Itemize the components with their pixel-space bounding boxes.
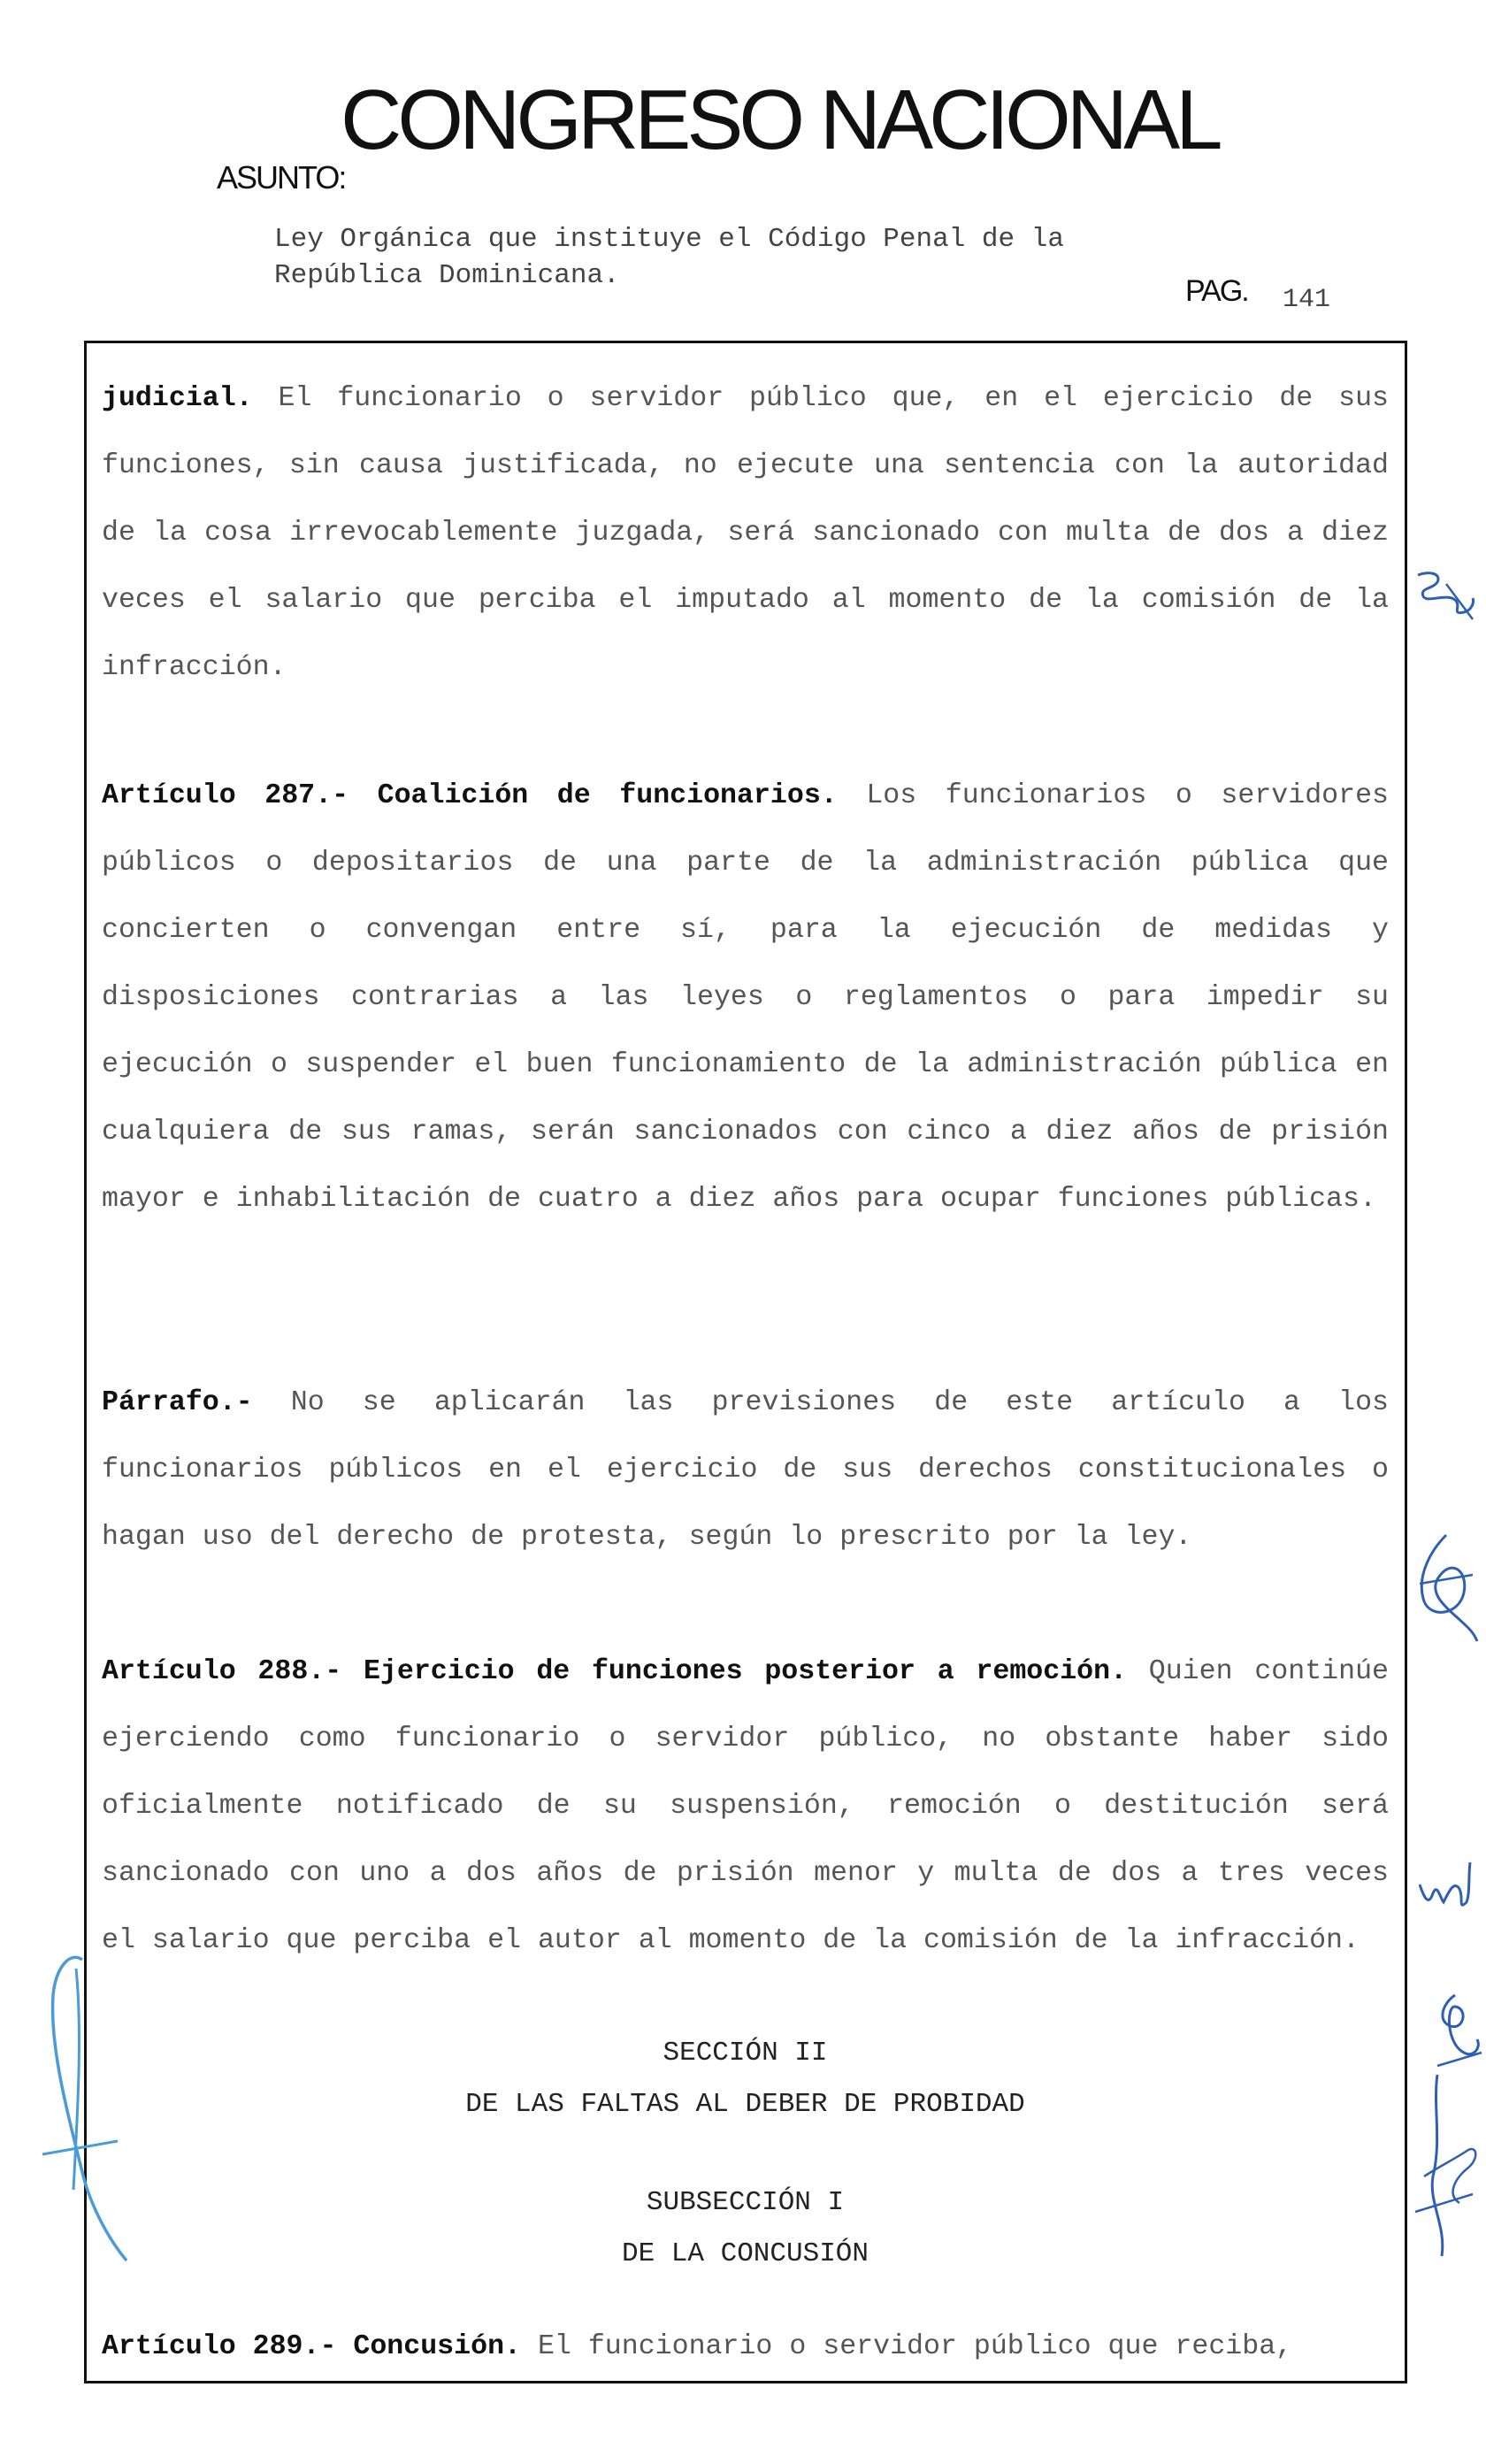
article-289 <box>102 2322 1389 2372</box>
subject-line: República Dominicana. <box>274 260 620 291</box>
handwritten-initials <box>1415 1858 1486 1929</box>
handwritten-initials <box>1406 2070 1486 2265</box>
subject-text <box>274 221 1064 294</box>
paragraph-heading: Párrafo.- <box>102 1387 253 1418</box>
article-288 <box>102 1639 1389 1975</box>
subject-line: Ley Orgánica que instituye el Código Penal de la <box>274 224 1064 255</box>
handwritten-initials <box>1411 566 1482 628</box>
paragraph-continuation <box>102 365 1389 702</box>
subsection-title: SUBSECCIÓN I <box>646 2187 845 2218</box>
handwritten-initials <box>1420 1991 1486 2079</box>
article-heading: Artículo 289.- Concusión. <box>102 2331 521 2362</box>
section-title: SECCIÓN II <box>663 2038 828 2069</box>
page-number: 141 <box>1283 285 1331 315</box>
subsection-name: DE LA CONCUSIÓN <box>621 2238 869 2269</box>
page-label: PAG. <box>1185 274 1248 308</box>
handwritten-signature <box>34 1942 149 2278</box>
article-text: Quien continúe ejerciendo como funcionario o servidor público, no obstante haber sido oficialmente notificado de su suspensión, remoción o destitución será sancionado con uno a dos años de prisión menor y multa de dos a tres veces el salario que perciba el autor al momento de la comisión de la infracción. <box>102 1656 1389 1956</box>
paragraph-text: No se aplicarán las previsiones de este artículo a los funcionarios públicos en el ejercicio de sus derechos constitucionales o hagan uso del derecho de protesta, según lo prescrito por la ley. <box>102 1387 1389 1553</box>
page-title: CONGRESO NACIONAL <box>341 73 1219 167</box>
article-287-paragraph <box>102 1370 1389 1571</box>
handwritten-initials <box>1406 1531 1486 1646</box>
article-heading: Artículo 288.- Ejercicio de funciones posterior a remoción. <box>102 1656 1128 1687</box>
article-text: Los funcionarios o servidores públicos o depositarios de una parte de la administración pública que concierten o convengan entre sí, para la ejecución de medidas y disposiciones contrarias a las leyes o reglamentos o para impedir su ejecución o suspender el buen funcionamiento de la administración pública en cualquiera de sus ramas, serán sancionados con cinco a diez años de prisión mayor e inhabilitación de cuatro a diez años para ocupar funciones públicas. <box>102 780 1389 1215</box>
bold-lead: judicial. <box>102 383 253 414</box>
article-heading: Artículo 287.- Coalición de funcionarios. <box>102 780 838 811</box>
article-287 <box>102 763 1389 1233</box>
article-text: El funcionario o servidor público que reciba, <box>520 2331 1293 2362</box>
section-name: DE LAS FALTAS AL DEBER DE PROBIDAD <box>465 2089 1025 2120</box>
asunto-label: ASUNTO: <box>217 159 346 196</box>
paragraph-text: El funcionario o servidor público que, en el ejercicio de sus funciones, sin causa justificada, no ejecute una sentencia con la autoridad de la cosa irrevocablemente juzgada, será sancionado con multa de dos a diez veces el salario que perciba el imputado al momento de la comisión de la infracción. <box>102 383 1389 683</box>
